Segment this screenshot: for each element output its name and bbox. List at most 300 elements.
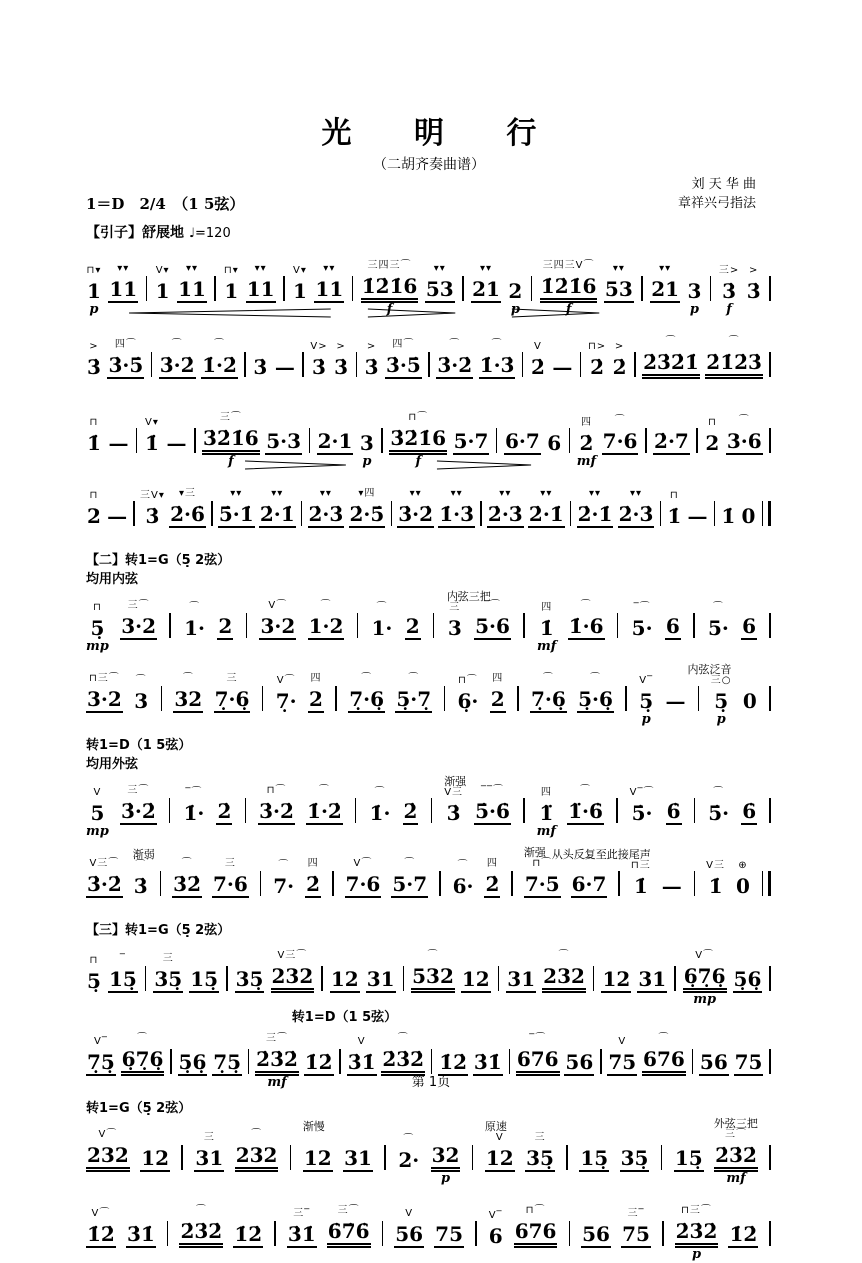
articulation-marks: ‾⌒	[483, 599, 501, 611]
articulation-marks: 三>	[718, 264, 740, 276]
articulation-marks: ‾‾⌒	[481, 784, 505, 796]
note-text: 31	[366, 967, 395, 992]
note-group	[444, 774, 467, 840]
note-group	[674, 1133, 704, 1187]
note-group	[305, 859, 321, 913]
articulation-marks: ⌒	[583, 857, 595, 869]
articulation-marks: ⌒	[361, 672, 373, 684]
articulation-marks: ▾▾	[271, 487, 284, 499]
note-text: 5̇·1̇	[218, 501, 254, 526]
note-group	[86, 1130, 130, 1187]
note-group	[514, 1206, 558, 1263]
articulation-marks: ⌒	[137, 1033, 149, 1045]
articulation-marks: 三⌒	[725, 1128, 748, 1140]
articulation-marks: V⌒	[276, 674, 296, 686]
note-group	[86, 603, 109, 655]
dynamic-marking: f	[415, 453, 422, 469]
below-marks	[86, 640, 109, 655]
articulation-marks: ▾▾	[630, 487, 643, 499]
barline	[769, 1221, 771, 1246]
music-line-3	[86, 413, 772, 470]
articulation-marks: ⌒	[713, 786, 725, 798]
note-group	[385, 340, 422, 394]
note-text: 2̇	[579, 430, 594, 455]
note-text: 35̣	[235, 967, 264, 992]
articulation-marks: >	[614, 340, 625, 352]
note-group	[637, 954, 667, 1008]
below-marks	[362, 455, 371, 470]
note-text: 6·	[452, 873, 474, 898]
dynamic-marking: f	[726, 301, 732, 317]
articulation-marks: ⌒	[181, 857, 193, 869]
barline	[569, 1221, 571, 1246]
barline	[498, 966, 500, 991]
note-group	[546, 418, 562, 470]
note-group	[159, 340, 196, 394]
note-group	[621, 1209, 651, 1263]
note-text: 5̣·7̣	[396, 686, 432, 711]
decrescendo-hairpin	[244, 460, 347, 470]
note-group	[618, 489, 655, 543]
note-group	[218, 489, 255, 543]
barline	[246, 613, 248, 638]
barline	[660, 501, 662, 526]
articulation-marks: V	[495, 1131, 504, 1143]
note-text: 0	[735, 873, 750, 898]
note-text: —	[166, 430, 187, 455]
barline	[226, 966, 228, 991]
dynamic-marking: mf	[576, 453, 597, 469]
note-group	[259, 489, 296, 543]
dynamic-marking: mf	[267, 1075, 287, 1091]
articulation-marks: ▾▾	[230, 487, 243, 499]
barline	[214, 276, 216, 301]
section-header: 【二】转1=G（5̣ 2弦）	[86, 552, 231, 568]
articulation-marks: ⌒	[374, 786, 386, 798]
barline	[662, 1221, 664, 1246]
below-marks	[441, 1172, 450, 1187]
note-group	[525, 1133, 555, 1187]
note-text: 5·	[631, 615, 653, 640]
articulation-marks: ▾▾	[117, 262, 130, 274]
articulation-marks: 三⌒	[219, 411, 242, 423]
articulation-marks: ⊓⌒	[532, 857, 553, 869]
meta-row	[86, 176, 772, 214]
note-text: 1̇·6	[568, 613, 604, 638]
note-text: 1̇	[539, 615, 554, 640]
note-text: 2	[405, 613, 420, 638]
note-group	[577, 489, 614, 543]
note-text: 1̇·	[369, 800, 391, 825]
barline	[696, 428, 698, 453]
barline	[136, 428, 138, 453]
articulation-marks: ⌒	[427, 950, 439, 962]
dynamic-marking: p	[691, 1246, 702, 1262]
articulation-marks: ⌒	[449, 338, 461, 350]
note-group	[287, 1209, 317, 1263]
note-group	[217, 601, 233, 655]
note-group	[523, 845, 561, 913]
note-text: 6·7	[571, 871, 607, 896]
note-group	[395, 674, 432, 728]
note-group	[740, 491, 756, 543]
note-text: 1̇·	[183, 800, 205, 825]
note-group	[567, 786, 604, 840]
note-group	[366, 954, 396, 1008]
barline	[211, 501, 213, 526]
barline	[517, 686, 519, 711]
note-text: 6̇7̇6̇	[327, 1221, 371, 1248]
note-group	[528, 489, 565, 543]
barline	[634, 352, 636, 377]
articulation-marks: ▾▾	[589, 487, 602, 499]
note-group	[687, 662, 732, 728]
barline	[382, 1221, 384, 1246]
barline	[151, 352, 153, 377]
note-text: 1	[155, 278, 170, 303]
note-text: 3̇·2̇	[159, 352, 195, 377]
note-group	[306, 786, 343, 840]
note-group	[343, 1133, 373, 1187]
note-text: 6̣7̣6̣	[683, 966, 727, 993]
note-text: 7·6	[213, 871, 248, 896]
articulation-marks: ⌒	[712, 601, 724, 613]
note-text: 3̇2̇1̇6	[389, 428, 447, 455]
articulation-marks: ⌒	[403, 1133, 415, 1145]
note-group	[108, 954, 138, 1008]
barline	[769, 966, 771, 991]
articulation-marks: ⌒	[580, 599, 592, 611]
note-group	[169, 489, 206, 543]
note-group	[705, 337, 763, 394]
crescendo-hairpin	[127, 308, 333, 318]
articulation-marks: >	[89, 340, 99, 352]
articulation-marks: ▾▾	[185, 262, 198, 274]
note-group	[687, 266, 703, 318]
barline	[462, 276, 464, 301]
note-group	[484, 859, 500, 913]
note-text: 1	[293, 278, 307, 303]
barline	[283, 276, 285, 301]
barline	[309, 428, 311, 453]
articulation-marks: ⊓	[89, 955, 99, 967]
note-text: 56	[699, 1050, 728, 1075]
expression-annotation: 渐强	[523, 845, 546, 859]
articulation-marks: ⌒	[542, 672, 554, 684]
note-group	[620, 1133, 650, 1187]
decrescendo-hairpin	[367, 308, 456, 318]
note-text: 7̣·6̣	[214, 686, 250, 711]
articulation-marks: 三	[203, 1131, 215, 1143]
note-group	[720, 491, 736, 543]
below-marks	[642, 713, 651, 728]
note-group	[345, 859, 382, 913]
note-group	[638, 676, 654, 728]
note-group	[484, 1119, 515, 1187]
note-text: 3̇1̇	[126, 1221, 155, 1246]
note-text: 56	[565, 1050, 594, 1075]
note-group	[308, 489, 345, 543]
articulation-marks: ⌒	[558, 950, 570, 962]
note-text: 3·2	[87, 686, 122, 711]
note-text: 232	[86, 1145, 130, 1172]
note-text: 3̇2̇	[173, 871, 202, 896]
barline	[617, 613, 619, 638]
note-text: 0	[741, 503, 756, 528]
note-text: 75	[608, 1050, 637, 1075]
articulation-marks: ▾▾	[433, 262, 446, 274]
note-text: 1·2	[308, 613, 344, 638]
note-text: 6̣·	[457, 688, 479, 713]
barline	[352, 276, 354, 301]
note-text: 3̇·2̇	[120, 798, 156, 823]
barline	[523, 613, 525, 638]
note-group	[214, 674, 251, 728]
note-group	[735, 861, 751, 913]
note-text: 35̣	[620, 1145, 649, 1170]
note-text: 31	[344, 1145, 372, 1170]
note-group	[746, 266, 762, 318]
articulation-marks: ⌒	[580, 784, 592, 796]
note-text: 7̣·	[275, 688, 297, 713]
note-group	[189, 954, 219, 1008]
note-group	[542, 951, 586, 1008]
barline	[714, 501, 716, 526]
note-group	[456, 676, 479, 728]
barline	[260, 871, 262, 896]
note-text: 2	[218, 613, 233, 638]
section-header: 转1=G（5̣ 2弦）	[86, 1101, 192, 1117]
articulation-marks: ⌒	[408, 672, 420, 684]
key-signature: 1＝D 2/4 （1 5弦）	[86, 194, 245, 213]
note-text: 6̣7̣6̣	[121, 1049, 165, 1076]
dynamic-marking: mp	[86, 638, 109, 654]
barline	[694, 871, 696, 896]
barline	[618, 871, 620, 896]
note-text: 31	[195, 1145, 224, 1170]
note-group	[140, 491, 165, 543]
note-group	[675, 1206, 719, 1263]
note-group	[106, 491, 128, 543]
note-text: 3	[687, 278, 702, 303]
note-group	[568, 601, 605, 655]
note-text: 7·	[273, 873, 295, 898]
note-text: 1̇	[708, 873, 723, 898]
note-group	[551, 342, 573, 394]
note-group	[107, 340, 144, 394]
note-text: 1̇·3̇	[439, 501, 475, 526]
articulation-marks: 四	[310, 672, 322, 684]
articulation-marks: 三	[226, 672, 238, 684]
note-text: —	[108, 430, 129, 455]
note-group	[506, 954, 536, 1008]
articulation-marks: 四	[486, 857, 498, 869]
barline	[522, 352, 524, 377]
note-group	[579, 1133, 609, 1187]
note-text: 5̇·6̇	[475, 798, 510, 823]
articulation-marks: 三‾	[627, 1207, 645, 1219]
note-group	[436, 340, 473, 394]
barline	[169, 613, 171, 638]
dynamic-marking: p	[89, 301, 99, 317]
barline	[290, 1145, 292, 1170]
articulation-marks: V⌒	[98, 1128, 118, 1140]
articulation-marks: ⌒	[195, 1204, 207, 1216]
note-group	[471, 264, 501, 318]
section-header: 转1=D（1 5弦）	[86, 737, 192, 753]
note-group	[431, 1130, 461, 1187]
expression-annotation: 从头反复至此接尾声	[551, 847, 651, 861]
note-group	[274, 342, 296, 394]
note-text: 5·	[707, 615, 729, 640]
note-group	[86, 266, 102, 318]
note-group	[713, 1116, 758, 1187]
note-group	[742, 676, 758, 728]
below-marks	[690, 303, 699, 318]
note-group	[588, 342, 606, 394]
articulation-marks: ▾▾	[254, 262, 267, 274]
page-number: 第 1页	[411, 1075, 451, 1090]
note-group	[391, 859, 428, 913]
note-text: 1̇	[87, 430, 101, 455]
note-group	[434, 1209, 464, 1263]
barline	[332, 871, 334, 896]
articulation-marks: ⊓	[707, 416, 717, 428]
music-line-4	[86, 489, 772, 543]
note-group	[212, 859, 249, 913]
barline	[245, 798, 247, 823]
dynamic-marking: f	[565, 301, 572, 317]
dynamic-marking: p	[441, 1170, 451, 1186]
note-group	[577, 418, 596, 470]
composer-block	[678, 176, 756, 214]
note-text: 56	[395, 1221, 424, 1246]
dynamic-marking: p	[510, 301, 520, 317]
barline	[167, 1221, 169, 1246]
note-group	[233, 1209, 263, 1263]
articulation-marks: 三	[534, 1131, 546, 1143]
note-text: 3·2	[260, 613, 296, 638]
note-text: 5·7	[392, 871, 428, 896]
articulation-marks: V三⌒	[277, 950, 308, 962]
note-text: 5·7	[453, 428, 489, 453]
articulation-marks: V>	[310, 340, 328, 352]
note-group	[726, 416, 763, 470]
note-text: 2	[705, 430, 720, 455]
note-text: 1·	[184, 615, 206, 640]
articulation-marks: ‾⌒	[185, 786, 203, 798]
note-text: 3̇1̇	[347, 1050, 376, 1075]
articulation-marks: 三○	[710, 674, 732, 686]
note-group	[308, 674, 324, 728]
articulation-marks: 三四三V⌒	[542, 259, 595, 271]
note-text: 5̣	[87, 969, 101, 994]
barline	[769, 352, 771, 377]
articulation-marks: ▾▾	[540, 487, 553, 499]
barline	[384, 1145, 386, 1170]
articulation-marks: ‾	[119, 953, 126, 965]
note-group	[665, 601, 681, 655]
note-group	[474, 786, 511, 840]
barline	[641, 276, 643, 301]
articulation-marks: 三四三⌒	[367, 259, 412, 271]
articulation-marks: V⌒	[268, 599, 288, 611]
note-group	[707, 603, 730, 655]
section-header: 均用内弦	[86, 572, 139, 588]
note-text: 12	[485, 1145, 514, 1170]
expression-annotation: 渐慢	[302, 1119, 325, 1133]
articulation-marks: ⊓⌒	[266, 784, 287, 796]
barline	[769, 613, 771, 638]
music-line-9	[86, 774, 772, 840]
note-text: 75	[435, 1221, 463, 1246]
barline	[475, 1221, 477, 1246]
note-text: 232	[542, 966, 586, 993]
note-text: 2·	[398, 1147, 420, 1172]
note-text: 3̇1̇	[287, 1221, 316, 1246]
note-group	[86, 788, 109, 840]
note-text: 2̇3̇2̇	[381, 1049, 425, 1076]
note-group	[153, 954, 183, 1008]
note-group	[86, 956, 102, 1008]
note-text: 2̇1̇2̇3̇	[705, 352, 763, 379]
note-text: —	[552, 354, 573, 379]
barline	[511, 871, 513, 896]
note-text: 3̇·5̇	[108, 352, 144, 377]
note-text: 1̇·2̇	[307, 798, 342, 823]
note-group	[446, 589, 491, 655]
articulation-marks: ⊓三⌒	[88, 672, 120, 684]
note-text: 5·6	[475, 613, 510, 638]
dynamic-marking: mf	[537, 638, 557, 654]
barline	[698, 686, 700, 711]
expression-annotation: 原速	[484, 1119, 507, 1133]
note-group	[271, 951, 315, 1008]
note-text: 5̣6̣	[733, 967, 762, 992]
note-text: 1̈	[539, 800, 554, 825]
note-group	[704, 418, 720, 470]
note-text: 11	[315, 276, 344, 301]
note-text: —	[687, 503, 708, 528]
barline	[674, 966, 676, 991]
note-text: 35̣	[154, 967, 183, 992]
articulation-marks: ⌒	[182, 672, 194, 684]
barline	[169, 798, 171, 823]
note-text: 21	[472, 276, 500, 301]
music-line-12	[86, 951, 772, 1008]
articulation-marks: ▾▾	[499, 487, 512, 499]
note-text: 7̣·6̣	[530, 686, 566, 711]
note-text: 2̇3̇2̇	[255, 1049, 299, 1076]
note-text: 1̇	[721, 503, 736, 528]
note-group	[397, 489, 434, 543]
note-text: 2̇	[403, 798, 418, 823]
articulation-marks: ‾⌒	[633, 601, 651, 613]
barline	[161, 686, 163, 711]
note-text: 1̇·2̇	[202, 352, 237, 377]
articulation-marks: >	[749, 264, 759, 276]
below-marks	[415, 455, 421, 470]
articulation-marks: V▾	[145, 416, 159, 428]
barline	[710, 276, 712, 301]
note-text: 5̣	[639, 688, 654, 713]
articulation-marks: ⊓⌒	[525, 1204, 546, 1216]
articulation-marks: V‾	[488, 1209, 503, 1221]
articulation-marks: ⌒	[278, 859, 290, 871]
note-text: 35̣	[526, 1145, 554, 1170]
note-text: 1̇2̇	[439, 1050, 468, 1075]
note-group	[537, 603, 556, 655]
